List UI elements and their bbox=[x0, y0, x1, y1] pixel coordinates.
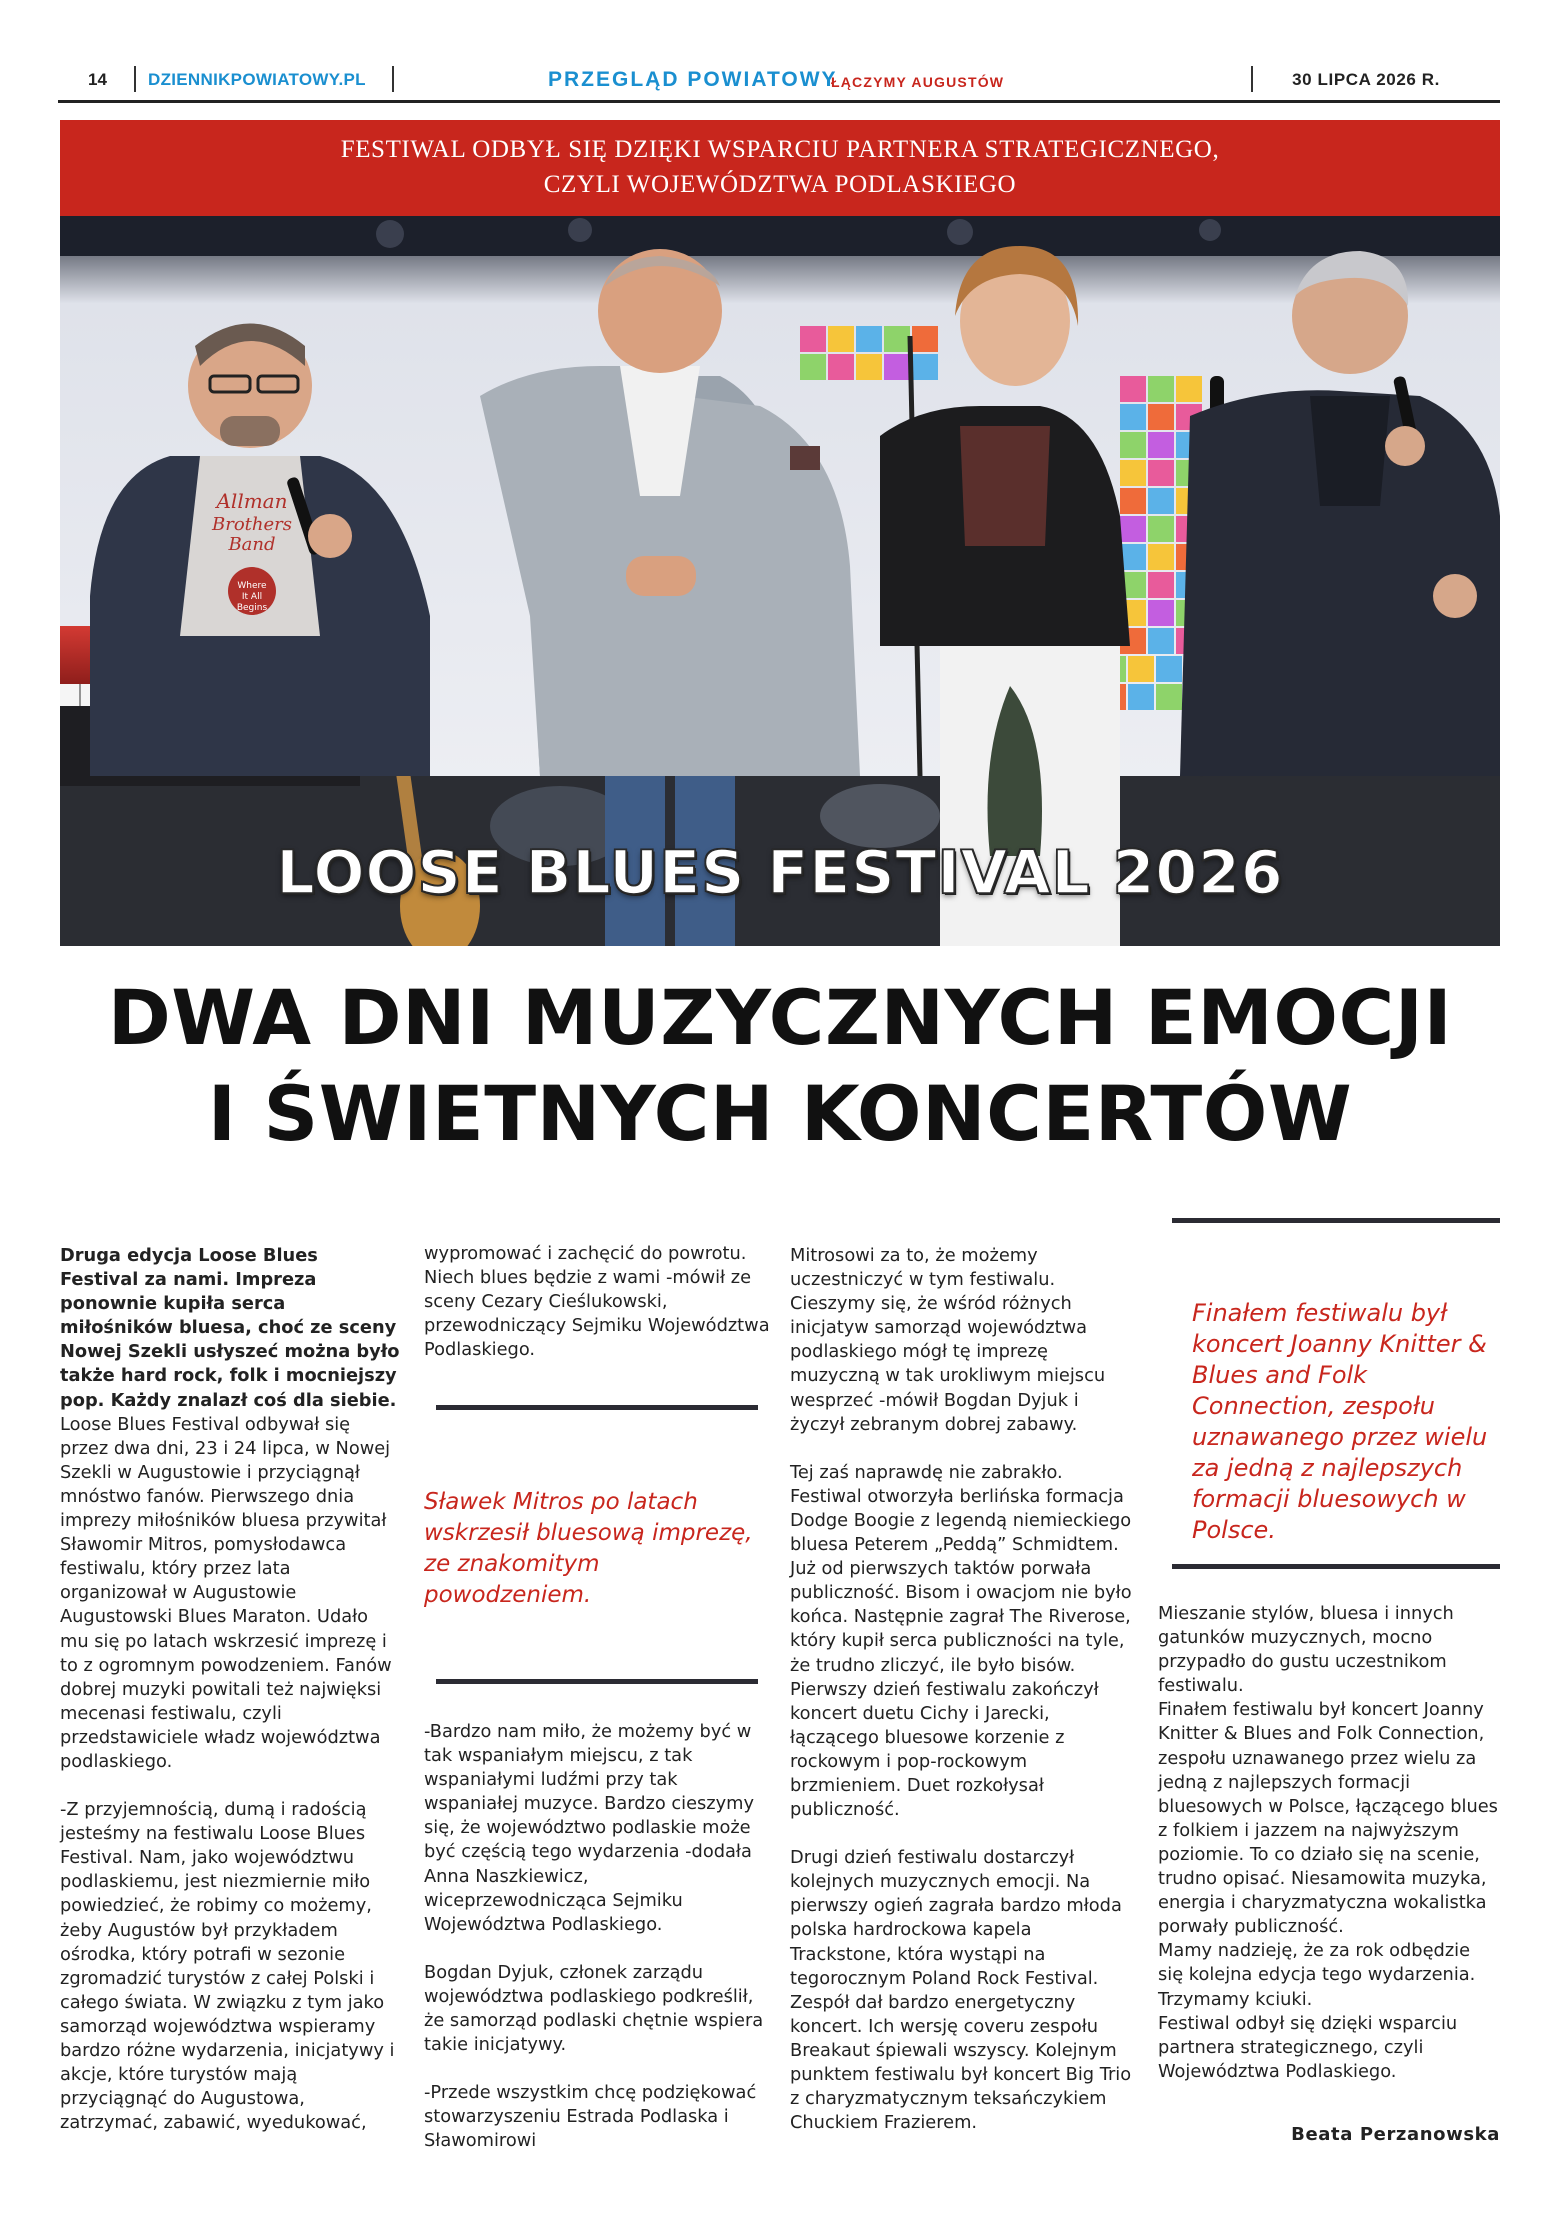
headline-line-1: DWA DNI MUZYCZNYCH EMOCJI bbox=[107, 973, 1453, 1062]
headline-line-2: I ŚWIETNYCH KONCERTÓW bbox=[207, 1069, 1353, 1158]
pullquote-rule-bottom bbox=[436, 1679, 758, 1684]
article-column-2 bbox=[424, 1242, 770, 1362]
article-paragraph: wypromować i zachęcić do powrotu. Niech blues będzie z wami -mówił ze sceny Cezary Cieślukowski, przewodniczący Sejmiku Województwa Podlaskiego. bbox=[424, 1243, 770, 1361]
shirt-print-5: It All bbox=[241, 592, 263, 602]
article-headline bbox=[60, 970, 1500, 1162]
site-link[interactable]: DZIENNIKPOWIATOWY.PL bbox=[148, 70, 366, 89]
article-paragraph: Festiwal odbył się dzięki wsparciu partnera strategicznego, czyli Województwa Podlaskiego. bbox=[1158, 2012, 1458, 2082]
shirt-print-3: Band bbox=[228, 534, 276, 555]
article-paragraph: Finałem festiwalu był koncert Joanny Knitter & Blues and Folk Connection, zespołu uznawanego przez wielu za jedną z najlepszych formacji bluesowych w Polsce, łączącego blues z folkiem i jazzem na najwyższym poziomie. To co działo się na scenie, trudno opisać. Niesamowita muzyka, energia i charyzmatyczna wokalistka porwały publiczność. bbox=[1158, 1699, 1498, 1938]
article-paragraph: Drugi dzień festiwalu dostarczył kolejnych muzycznych emocji. Na pierwszy ogień zagrała bardzo młoda polska hardrockowa kapela Trackstone, która wystąpi na tegorocznym Poland Rock Festival. Zespół dał bardzo energetyczny koncert. Ich wersję coveru zespołu Breakaut śpiewali wszyscy. Kolejnym punktem festiwalu był koncert Big Trio z charyzmatycznym teksańczykiem Chuckiem Frazierem. bbox=[790, 1847, 1132, 2134]
article-column-2-continued bbox=[424, 1720, 770, 2154]
publication-tagline: ŁĄCZYMY AUGUSTÓW bbox=[831, 74, 1005, 90]
article-column-3 bbox=[790, 1244, 1136, 2135]
sponsor-banner-line-1: FESTIWAL ODBYŁ SIĘ DZIĘKI WSPARCIU PARTNERA STRATEGICZNEGO, bbox=[340, 136, 1220, 163]
article-paragraph: Tej zaś naprawdę nie zabrakło. Festiwal otworzyła berlińska formacja Dodge Boogie z legendą niemieckiego bluesa Peterem „Peddą” Schmidtem. Już od pierwszych taktów porwała publiczność. Bisom i owacjom nie było końca. Następnie zagrał The Riverose, który kupił serca publiczności na tyle, że trudno zliczyć, ile było bisów. Pierwszy dzień festiwalu zakończył koncert duetu Cichy i Jarecki, łączącego bluesowe korzenie z rockowym i pop-rockowym brzmieniem. Duet rozkołysał publiczność. bbox=[790, 1461, 1132, 1821]
pullquote: Finałem festiwalu był koncert Joanny Knitter & Blues and Folk Connection, zespołu uznawanego przez wielu za jedną z najlepszych formacji bluesowych w Polsce. bbox=[1192, 1299, 1488, 1544]
page-header bbox=[58, 64, 1500, 104]
header-divider bbox=[134, 66, 136, 92]
header-divider bbox=[392, 66, 394, 92]
article-paragraph: Bogdan Dyjuk, członek zarządu województwa podlaskiego podkreślił, że samorząd podlaski chętnie wspiera takie inicjatywy. bbox=[424, 1961, 764, 2056]
photo-caption: LOOSE BLUES FESTIVAL 2026 bbox=[276, 838, 1284, 908]
shirt-print-2: Brothers bbox=[212, 514, 292, 535]
article-paragraph: Mieszanie stylów, bluesa i innych gatunków muzycznych, mocno przypadło do gustu uczestnikom festiwalu. bbox=[1158, 1603, 1454, 1697]
article-column-1 bbox=[60, 1244, 400, 2135]
shirt-print-1: Allman bbox=[216, 489, 288, 513]
pullquote-rule-top bbox=[1172, 1218, 1500, 1223]
article-paragraph: -Przede wszystkim chcę podziękować stowarzyszeniu Estrada Podlaska i Sławomirowi bbox=[424, 2082, 757, 2152]
stage-photo-illustration bbox=[60, 216, 1500, 946]
sponsor-banner bbox=[60, 120, 1500, 216]
sponsor-banner-line-2: CZYLI WOJEWÓDZTWA PODLASKIEGO bbox=[543, 171, 1017, 198]
shirt-print-4: Where bbox=[237, 581, 267, 591]
festival-photo bbox=[60, 216, 1500, 946]
pullquote-rule-bottom bbox=[1172, 1564, 1500, 1569]
header-rule bbox=[58, 100, 1500, 103]
article-author: Beata Perzanowska bbox=[1291, 2124, 1500, 2145]
article-paragraph: Loose Blues Festival odbywał się przez dwa dni, 23 i 24 lipca, w Nowej Szekli w Augustowie i przyciągnął mnóstwo fanów. Pierwszego dnia imprezy miłośników bluesa przywitał Sławomir Mitros, pomysłodawca festiwalu, który przez lata organizował w Augustowie Augustowski Blues Maraton. Udało mu się po latach wskrzesić imprezę i to z ogromnym powodzeniem. Fanów dobrej muzyki powitali też najwięksi mecenasi festiwalu, czyli przedstawiciele władz województwa podlaskiego. bbox=[60, 1413, 392, 1772]
shirt-print-6: Begins bbox=[236, 603, 268, 613]
article-paragraph: -Z przyjemnością, dumą i radością jesteśmy na festiwalu Loose Blues Festival. Nam, jako województwu podlaskiemu, jest niezmiernie miło powiedzieć, że robimy co możemy, żeby Augustów był przykładem ośrodka, który potrafi w sezonie zgromadzić turystów z całej Polski i całego świata. W związku z tym jako samorząd województwa wspieramy bardzo różne wydarzenia, inicjatywy i akcje, które turystów mają przyciągnąć do Augustowa, zatrzymać, zabawić, wyedukować, bbox=[60, 1799, 395, 2134]
article-paragraph: -Bardzo nam miło, że możemy być w tak wspaniałym miejscu, z tak wspaniałymi ludźmi przy tak wspaniałej muzyce. Bardzo cieszymy się, że województwo podlaskie może być częścią tego wydarzenia -dodała Anna Naszkiewicz, wiceprzewodnicząca Sejmiku Województwa Podlaskiego. bbox=[424, 1721, 755, 1935]
article-column-4 bbox=[1158, 1602, 1500, 2084]
publication-title: PRZEGLĄD POWIATOWY bbox=[548, 68, 838, 91]
header-divider bbox=[1251, 66, 1253, 92]
page-number: 14 bbox=[88, 70, 107, 89]
pullquote: Sławek Mitros po latach wskrzesił bluesową imprezę, ze znakomitym powodzeniem. bbox=[424, 1489, 753, 1608]
article-paragraph: Mitrosowi za to, że możemy uczestniczyć w tym festiwalu. Cieszymy się, że wśród różnych inicjatyw samorząd województwa podlaskiego mógł tę imprezę muzyczną w tak urokliwym miejscu wesprzeć -mówił Bogdan Dyjuk i życzył zebranym dobrej zabawy. bbox=[790, 1245, 1106, 1435]
article-lead: Druga edycja Loose Blues Festival za nami. Impreza ponownie kupiła serca miłośników bluesa, choć ze sceny Nowej Szekli usłyszeć można było także hard rock, folk i mocniejszy pop. Każdy znalazł coś dla siebie. bbox=[60, 1245, 400, 1411]
pullquote-rule-top bbox=[436, 1405, 758, 1410]
article-paragraph: Mamy nadzieję, że za rok odbędzie się kolejna edycja tego wydarzenia. Trzymamy kciuki. bbox=[1158, 1940, 1476, 2010]
issue-date: 30 LIPCA 2026 R. bbox=[1292, 70, 1440, 89]
